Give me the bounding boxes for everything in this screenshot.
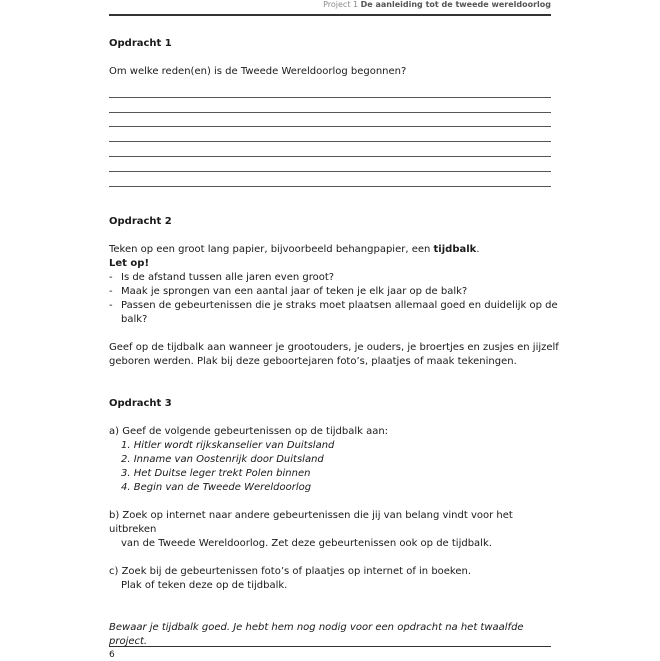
list-item: 4. Begin van de Tweede Wereldoorlog: [121, 481, 312, 493]
answer-line[interactable]: [109, 98, 551, 113]
footer-rule: [109, 646, 551, 647]
opdracht-1-heading: Opdracht 1: [109, 38, 172, 49]
task-b-line-1: b) Zoek op internet naar andere gebeurtenissen die jij van belang vindt voor het uitbreken: [109, 509, 513, 535]
closing-note: Bewaar je tijdbalk goed. Je hebt hem nog nodig voor een opdracht na het twaalfde project.: [109, 621, 524, 647]
answer-line[interactable]: [109, 113, 551, 128]
opdracht-3: [109, 397, 559, 593]
header-title: De aanleiding tot de tweede wereldoorlog: [360, 0, 551, 9]
checklist: [109, 271, 559, 327]
opdracht-2-paragraph-line-1: Geef op de tijdbalk aan wanneer je grootouders, je ouders, je broertjes en zusjes en jijzelf: [109, 341, 559, 353]
note-label: Let op!: [109, 257, 150, 269]
opdracht-3-heading: Opdracht 3: [109, 397, 172, 409]
list-item: 3. Het Duitse leger trekt Polen binnen: [121, 467, 311, 479]
event-list: [109, 439, 559, 495]
intro-keyword: tijdbalk: [433, 243, 477, 255]
answer-line[interactable]: [109, 142, 551, 157]
list-item: - Maak je sprongen van een aantal jaar of teken je elk jaar op de balk?: [109, 285, 468, 297]
header-rule: [109, 14, 551, 16]
opdracht-2: [109, 215, 559, 369]
page-content: [109, 37, 559, 649]
list-item: - Is de afstand tussen alle jaren even groot?: [109, 271, 335, 283]
task-a-intro: a) Geef de volgende gebeurtenissen op de tijdbalk aan:: [109, 425, 389, 437]
intro-end: .: [476, 243, 480, 255]
answer-line[interactable]: [109, 127, 551, 142]
intro-text: Teken op een groot lang papier, bijvoorbeeld behangpapier, een: [109, 243, 434, 255]
list-item: 1. Hitler wordt rijkskanselier van Duitsland: [121, 439, 335, 451]
header-project: Project 1: [323, 0, 359, 9]
answer-line[interactable]: [109, 172, 551, 187]
task-c-line-1: c) Zoek bij de gebeurtenissen foto’s of plaatjes op internet of in boeken.: [109, 565, 472, 577]
opdracht-1: [109, 37, 559, 187]
answer-line[interactable]: [109, 157, 551, 172]
opdracht-2-intro: [109, 243, 559, 257]
opdracht-1-question: Om welke reden(en) is de Tweede Wereldoorlog begonnen?: [109, 66, 407, 77]
opdracht-2-heading: Opdracht 2: [109, 215, 172, 227]
list-item: 2. Inname van Oostenrijk door Duitsland: [121, 453, 324, 465]
task-b-line-2: van de Tweede Wereldoorlog. Zet deze gebeurtenissen ook op de tijdbalk.: [121, 537, 492, 549]
opdracht-2-paragraph-line-2: geboren werden. Plak bij deze geboortejaren foto’s, plaatjes of maak tekeningen.: [109, 355, 517, 367]
running-header: [0, 0, 551, 10]
answer-line[interactable]: [109, 83, 551, 98]
page-number: 6: [109, 650, 115, 660]
list-item: - Passen de gebeurtenissen die je straks moet plaatsen allemaal goed en duidelijk op de balk?: [109, 299, 558, 325]
answer-lines[interactable]: [109, 83, 559, 187]
task-c-line-2: Plak of teken deze op de tijdbalk.: [121, 579, 288, 591]
